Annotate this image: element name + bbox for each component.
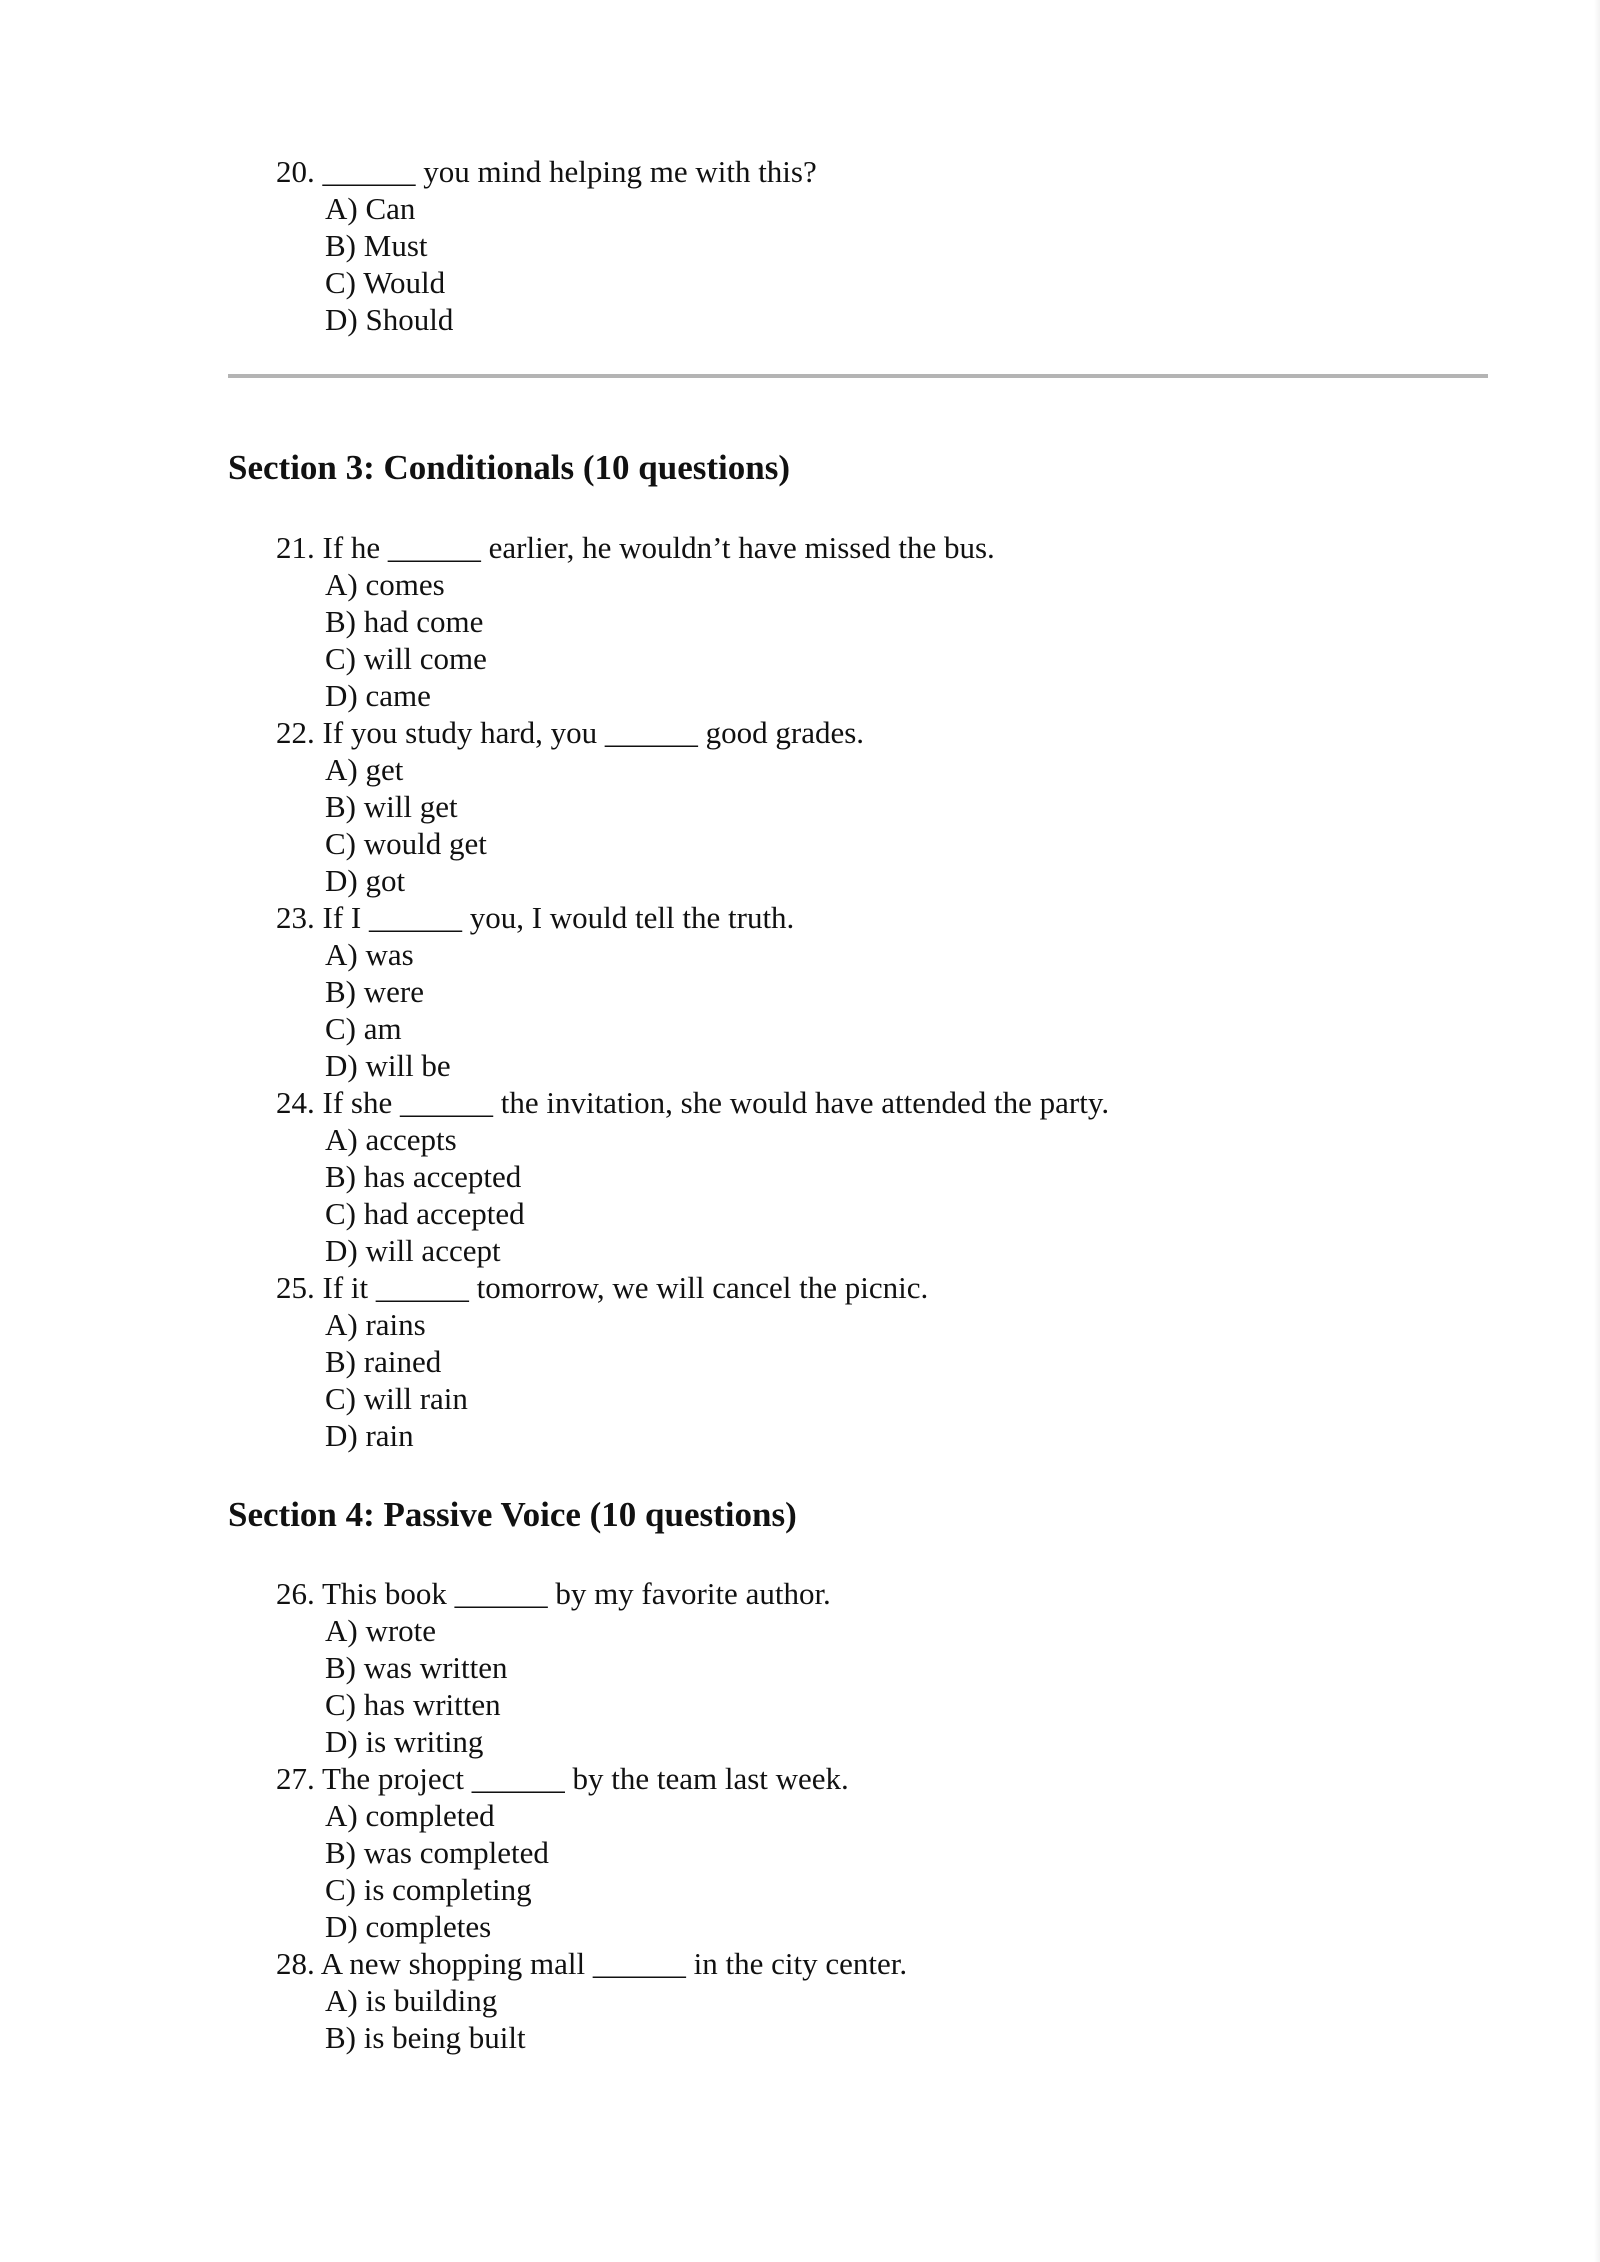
question-block-top bbox=[228, 153, 1488, 338]
question-text: If you study hard, you ______ good grades. bbox=[322, 715, 865, 750]
option-list bbox=[228, 190, 1488, 338]
option-a: A) wrote bbox=[325, 1613, 437, 1648]
option-list bbox=[228, 566, 1488, 714]
question-20 bbox=[228, 153, 1488, 338]
option-c: C) had accepted bbox=[325, 1196, 525, 1231]
option-b: B) Must bbox=[325, 228, 428, 263]
question-stem bbox=[228, 1575, 1488, 1612]
option-a: A) get bbox=[325, 752, 404, 787]
question-number: 27. bbox=[276, 1761, 315, 1796]
option-c: C) is completing bbox=[325, 1872, 532, 1907]
question-stem bbox=[228, 714, 1488, 751]
option-d: D) Should bbox=[325, 302, 454, 337]
question-28 bbox=[228, 1945, 1488, 2056]
option-c: C) has written bbox=[325, 1687, 501, 1722]
option-b: B) was completed bbox=[325, 1835, 549, 1870]
option-d: D) will be bbox=[325, 1048, 451, 1083]
question-stem bbox=[228, 1760, 1488, 1797]
option-c: C) will rain bbox=[325, 1381, 468, 1416]
option-b: B) has accepted bbox=[325, 1159, 522, 1194]
question-number: 25. bbox=[276, 1270, 315, 1305]
question-stem bbox=[228, 1084, 1488, 1121]
option-a: A) accepts bbox=[325, 1122, 457, 1157]
question-stem bbox=[228, 529, 1488, 566]
option-a: A) comes bbox=[325, 567, 445, 602]
option-a: A) Can bbox=[325, 191, 416, 226]
question-number: 20. bbox=[276, 154, 315, 189]
option-list bbox=[228, 1612, 1488, 1760]
question-text: The project ______ by the team last week. bbox=[321, 1761, 849, 1796]
option-c: C) Would bbox=[325, 265, 446, 300]
question-stem bbox=[228, 899, 1488, 936]
option-d: D) will accept bbox=[325, 1233, 501, 1268]
question-25 bbox=[228, 1269, 1488, 1454]
option-c: C) would get bbox=[325, 826, 487, 861]
option-d: D) rain bbox=[325, 1418, 414, 1453]
question-number: 24. bbox=[276, 1085, 315, 1120]
page-edge-shadow bbox=[1594, 0, 1600, 2262]
question-number: 23. bbox=[276, 900, 315, 935]
option-d: D) completes bbox=[325, 1909, 492, 1944]
option-b: B) were bbox=[325, 974, 424, 1009]
section-conditionals-questions bbox=[228, 529, 1488, 1454]
option-a: A) was bbox=[325, 937, 414, 972]
question-22 bbox=[228, 714, 1488, 899]
option-d: D) came bbox=[325, 678, 431, 713]
option-list bbox=[228, 1797, 1488, 1945]
option-list bbox=[228, 1121, 1488, 1269]
option-c: C) will come bbox=[325, 641, 487, 676]
option-list bbox=[228, 1306, 1488, 1454]
question-number: 28. bbox=[276, 1946, 315, 1981]
option-list bbox=[228, 751, 1488, 899]
question-number: 26. bbox=[276, 1576, 315, 1611]
question-stem bbox=[228, 1945, 1488, 1982]
option-b: B) rained bbox=[325, 1344, 442, 1379]
option-d: D) is writing bbox=[325, 1724, 484, 1759]
question-text: If I ______ you, I would tell the truth. bbox=[322, 900, 795, 935]
question-text: If she ______ the invitation, she would have attended the party. bbox=[322, 1085, 1110, 1120]
option-a: A) completed bbox=[325, 1798, 495, 1833]
section-heading-conditionals: Section 3: Conditionals (10 questions) bbox=[228, 448, 791, 487]
option-b: B) is being built bbox=[325, 2020, 526, 2055]
question-21 bbox=[228, 529, 1488, 714]
option-b: B) was written bbox=[325, 1650, 508, 1685]
section-divider bbox=[228, 374, 1488, 378]
option-a: A) rains bbox=[325, 1307, 426, 1342]
option-list bbox=[228, 936, 1488, 1084]
option-a: A) is building bbox=[325, 1983, 498, 2018]
option-d: D) got bbox=[325, 863, 406, 898]
question-text: A new shopping mall ______ in the city center. bbox=[320, 1946, 908, 1981]
question-27 bbox=[228, 1760, 1488, 1945]
option-b: B) had come bbox=[325, 604, 484, 639]
question-text: If he ______ earlier, he wouldn’t have missed the bus. bbox=[322, 530, 995, 565]
question-23 bbox=[228, 899, 1488, 1084]
question-number: 22. bbox=[276, 715, 315, 750]
option-list bbox=[228, 1982, 1488, 2056]
question-text: ______ you mind helping me with this? bbox=[322, 154, 817, 189]
question-text: This book ______ by my favorite author. bbox=[321, 1576, 831, 1611]
question-24 bbox=[228, 1084, 1488, 1269]
question-number: 21. bbox=[276, 530, 315, 565]
question-stem bbox=[228, 1269, 1488, 1306]
option-c: C) am bbox=[325, 1011, 402, 1046]
section-passive-voice-questions bbox=[228, 1575, 1488, 2056]
question-26 bbox=[228, 1575, 1488, 1760]
question-stem bbox=[228, 153, 1488, 190]
section-heading-passive-voice: Section 4: Passive Voice (10 questions) bbox=[228, 1495, 797, 1534]
option-b: B) will get bbox=[325, 789, 458, 824]
question-text: If it ______ tomorrow, we will cancel the picnic. bbox=[322, 1270, 929, 1305]
